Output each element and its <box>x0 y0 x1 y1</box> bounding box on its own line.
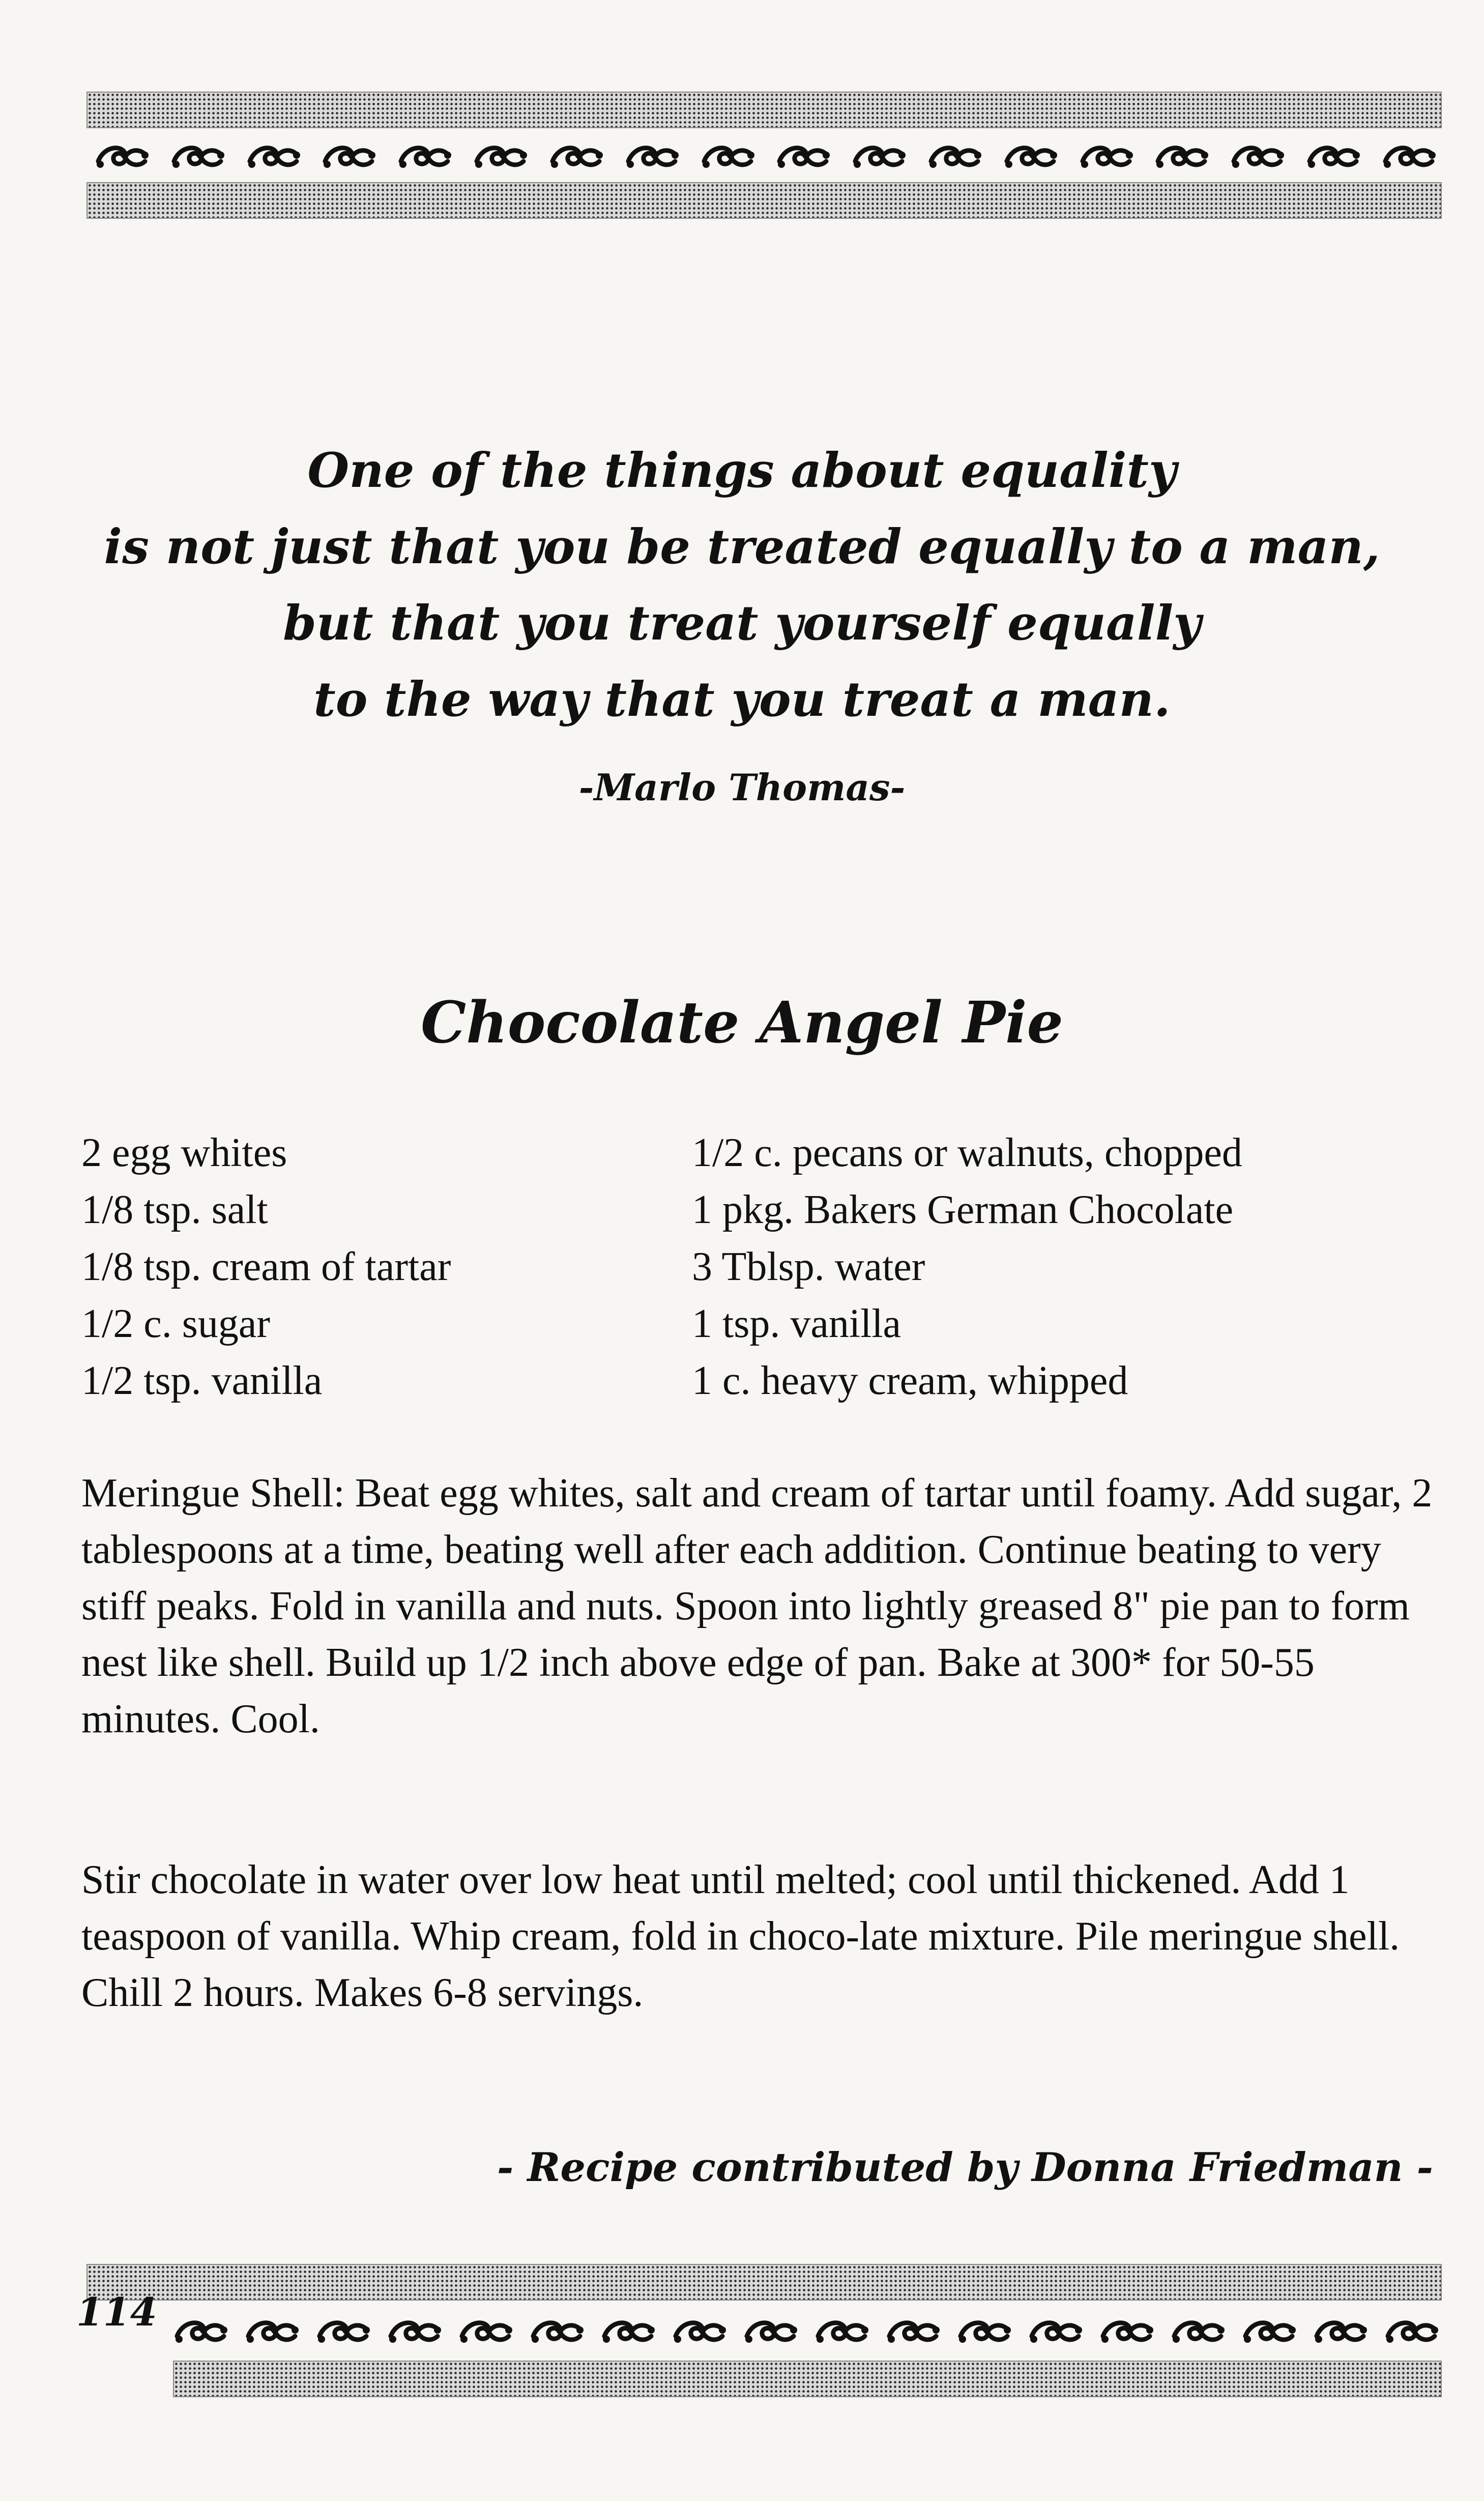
quote-line: is not just that you be treated equally to a man, <box>104 519 1380 575</box>
ingredient-item: 1/2 c. pecans or walnuts, chopped <box>692 1130 1242 1175</box>
scroll-flourish-icon <box>244 2310 300 2350</box>
scroll-flourish-icon <box>548 135 604 176</box>
scroll-flourish-icon <box>885 2310 941 2350</box>
scroll-flourish-icon <box>1170 2310 1226 2350</box>
scroll-flourish-icon <box>1099 2310 1155 2350</box>
ingredient-list <box>81 1124 1435 1409</box>
bottom-border-band-lower <box>173 2361 1442 2397</box>
scroll-flourish-icon <box>956 2310 1012 2350</box>
scroll-flourish-icon <box>170 135 226 176</box>
recipe-title: Chocolate Angel Pie <box>421 990 1063 1056</box>
ingredient-column-right <box>692 1124 1242 1409</box>
scroll-flourish-icon <box>700 135 756 176</box>
scroll-flourish-icon <box>246 135 302 176</box>
scroll-flourish-icon <box>775 135 831 176</box>
ingredient-item: 1 c. heavy cream, whipped <box>692 1358 1128 1403</box>
top-border-band-lower <box>86 182 1442 219</box>
ingredient-item: 1 tsp. vanilla <box>692 1301 901 1346</box>
scroll-flourish-icon <box>315 2310 371 2350</box>
scroll-flourish-icon <box>1003 135 1059 176</box>
scroll-flourish-icon <box>1028 2310 1084 2350</box>
ingredient-item: 3 Tblsp. water <box>692 1244 925 1289</box>
ingredient-item: 2 egg whites <box>81 1130 287 1175</box>
scroll-flourish-icon <box>321 135 377 176</box>
scroll-flourish-icon <box>173 2310 229 2350</box>
quote <box>0 432 1484 738</box>
quote-line: but that you treat yourself equally <box>283 595 1201 651</box>
recipe-credit: - Recipe contributed by Donna Friedman - <box>497 2144 1433 2191</box>
scroll-flourish-icon <box>672 2310 728 2350</box>
instruction-paragraph: Stir chocolate in water over low heat until melted; cool until thickened. Add 1 teaspoon of vanilla. Whip cream, fold in choco-late mixture. Pile meringue shell. Chill 2 hours. Makes 6-8 servings. <box>81 1857 1400 2015</box>
scroll-flourish-icon <box>1154 135 1210 176</box>
scroll-flourish-icon <box>397 135 453 176</box>
bottom-ornament-row <box>173 2302 1440 2358</box>
scroll-flourish-icon <box>387 2310 443 2350</box>
scroll-flourish-icon <box>529 2310 585 2350</box>
ingredient-item: 1/8 tsp. salt <box>81 1187 268 1232</box>
scroll-flourish-icon <box>814 2310 870 2350</box>
page-number: 114 <box>76 2289 157 2335</box>
scroll-flourish-icon <box>1079 135 1134 176</box>
top-ornament-row <box>94 127 1437 183</box>
scroll-flourish-icon <box>1305 135 1361 176</box>
scroll-flourish-icon <box>743 2310 799 2350</box>
scroll-flourish-icon <box>1230 135 1286 176</box>
scroll-flourish-icon <box>851 135 907 176</box>
instruction-paragraph: Meringue Shell: Beat egg whites, salt and cream of tartar until foamy. Add sugar, 2 tablespoons at a time, beating well after each addition. Continue beating to very stiff peaks. Fold in vanilla and nuts. Spoon into lightly greased 8" pie pan to form nest like shell. Build up 1/2 inch above edge of pan. Bake at 300* for 50-55 minutes. Cool. <box>81 1471 1433 1741</box>
ingredient-item: 1/2 c. sugar <box>81 1301 271 1346</box>
ingredient-item: 1/2 tsp. vanilla <box>81 1358 323 1403</box>
scroll-flourish-icon <box>458 2310 514 2350</box>
ingredient-item: 1/8 tsp. cream of tartar <box>81 1244 451 1289</box>
scroll-flourish-icon <box>624 135 680 176</box>
bottom-border-band-upper <box>86 2264 1442 2301</box>
ingredient-column-left <box>81 1124 451 1409</box>
quote-line: to the way that you treat a man. <box>313 672 1171 728</box>
scroll-flourish-icon <box>94 135 150 176</box>
scroll-flourish-icon <box>1313 2310 1369 2350</box>
quote-attribution: -Marlo Thomas- <box>578 766 906 809</box>
scroll-flourish-icon <box>1241 2310 1297 2350</box>
quote-line: One of the things about equality <box>307 443 1177 499</box>
scroll-flourish-icon <box>1384 2310 1440 2350</box>
top-border-band-upper <box>86 92 1442 128</box>
scroll-flourish-icon <box>1381 135 1437 176</box>
scroll-flourish-icon <box>473 135 529 176</box>
ingredient-item: 1 pkg. Bakers German Chocolate <box>692 1187 1234 1232</box>
scroll-flourish-icon <box>927 135 983 176</box>
scroll-flourish-icon <box>600 2310 656 2350</box>
